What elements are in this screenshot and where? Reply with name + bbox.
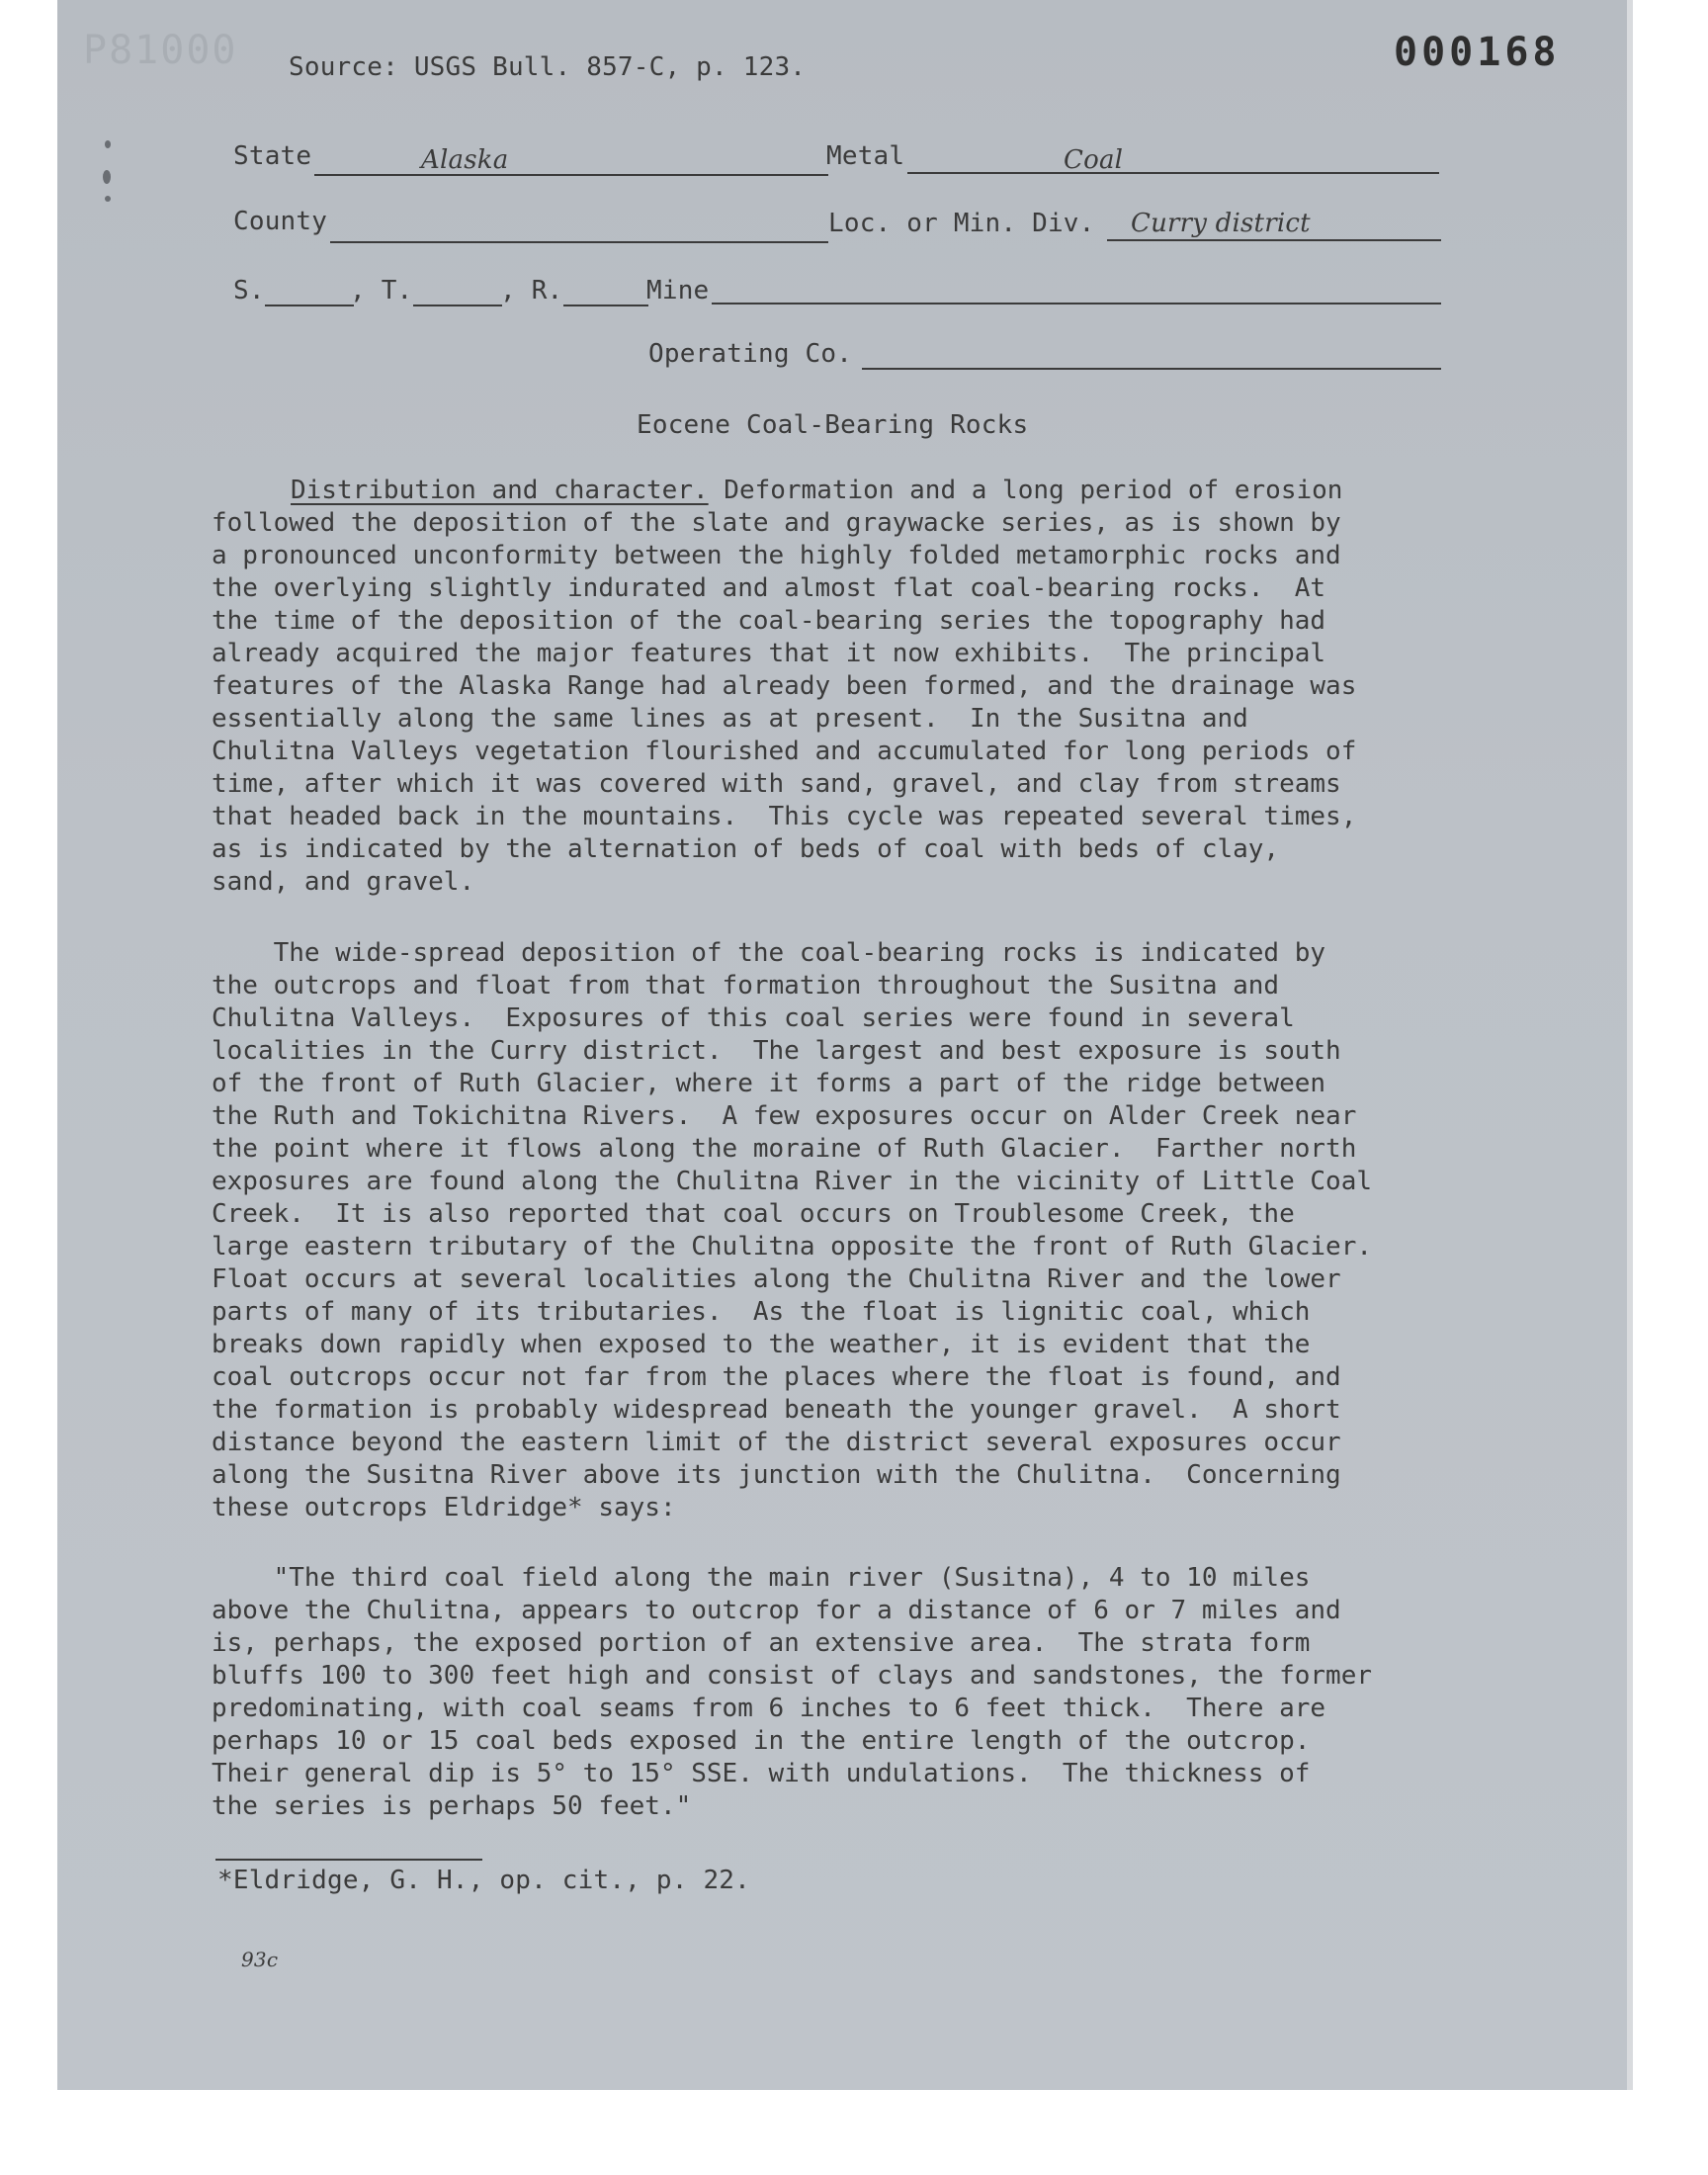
- paragraph-line: along the Susitna River above its junction with the Chulitna. Concerning: [212, 1460, 1341, 1490]
- loc-label: Loc. or Min. Div.: [828, 209, 1095, 238]
- mine-field-line: [712, 303, 1441, 304]
- range-label: , R.: [500, 276, 563, 305]
- quote-line: is, perhaps, the exposed portion of an extensive area. The strata form: [212, 1628, 1311, 1658]
- quote-line: predominating, with coal seams from 6 inches to 6 feet thick. There are: [212, 1694, 1326, 1723]
- paragraph-line: exposures are found along the Chulitna River in the vicinity of Little Coal: [212, 1167, 1372, 1196]
- metal-field-line: [907, 172, 1439, 174]
- metal-label: Metal: [826, 141, 905, 171]
- paragraph-line: the time of the deposition of the coal-bearing series the topography had: [212, 606, 1326, 636]
- paragraph-distribution: [212, 475, 1457, 899]
- paragraph-line: Chulitna Valleys. Exposures of this coal series were found in several: [212, 1003, 1295, 1033]
- section-label: S.: [233, 276, 265, 305]
- paragraph-lead: Distribution and character.: [291, 476, 709, 505]
- ghost-stamp: P81000: [83, 28, 238, 73]
- quote-line: Their general dip is 5° to 15° SSE. with undulations. The thickness of: [212, 1759, 1311, 1788]
- paragraph-line: the formation is probably widespread beneath the younger gravel. A short: [212, 1395, 1341, 1425]
- paragraph-outcrops: [212, 937, 1457, 1524]
- paragraph-line: the point where it flows along the moraine of Ruth Glacier. Farther north: [212, 1134, 1357, 1164]
- section-field-line: [265, 304, 354, 306]
- source-line: Source: USGS Bull. 857-C, p. 123.: [289, 52, 807, 82]
- quote-line: "The third coal field along the main river (Susitna), 4 to 10 miles: [212, 1563, 1311, 1593]
- county-field-line: [330, 241, 828, 243]
- operating-co-label: Operating Co.: [648, 339, 853, 369]
- paragraph-line: Distribution and character. Deformation and a long period of erosion: [291, 476, 1343, 505]
- paragraph-line: distance beyond the eastern limit of the district several exposures occur: [212, 1428, 1341, 1457]
- paragraph-line: as is indicated by the alternation of beds of coal with beds of clay,: [212, 834, 1280, 864]
- range-field-line: [563, 304, 648, 306]
- paragraph-line: the overlying slightly indurated and almost flat coal-bearing rocks. At: [212, 573, 1326, 603]
- paragraph-line: these outcrops Eldridge* says:: [212, 1493, 676, 1522]
- paragraph-line: Chulitna Valleys vegetation flourished and accumulated for long periods of: [212, 737, 1357, 766]
- paragraph-line: features of the Alaska Range had already been formed, and the drainage was: [212, 671, 1357, 701]
- state-field-line: [314, 174, 828, 176]
- paragraph-line: breaks down rapidly when exposed to the weather, it is evident that the: [212, 1330, 1311, 1359]
- margin-marks: [101, 140, 115, 210]
- township-field-line: [413, 304, 502, 306]
- paragraph-line: of the front of Ruth Glacier, where it forms a part of the ridge between: [212, 1069, 1326, 1098]
- paragraph-line: a pronounced unconformity between the highly folded metamorphic rocks and: [212, 541, 1341, 570]
- paragraph-line: coal outcrops occur not far from the places where the float is found, and: [212, 1362, 1341, 1392]
- paragraph-line: localities in the Curry district. The largest and best exposure is south: [212, 1036, 1341, 1066]
- paragraph-line: already acquired the major features that it now exhibits. The principal: [212, 639, 1326, 668]
- paragraph-line: that headed back in the mountains. This cycle was repeated several times,: [212, 802, 1357, 831]
- paragraph-line: Creek. It is also reported that coal occurs on Troublesome Creek, the: [212, 1199, 1295, 1229]
- loc-value: Curry district: [1131, 209, 1311, 238]
- paragraph-line: parts of many of its tributaries. As the float is lignitic coal, which: [212, 1297, 1311, 1327]
- quote-line: above the Chulitna, appears to outcrop for a distance of 6 or 7 miles and: [212, 1596, 1341, 1625]
- state-label: State: [233, 141, 312, 171]
- section-heading: Eocene Coal-Bearing Rocks: [637, 410, 1029, 440]
- page-code: 93c: [241, 1948, 279, 1971]
- quote-line: bluffs 100 to 300 feet high and consist of clays and sandstones, the former: [212, 1661, 1372, 1691]
- footnote: *Eldridge, G. H., op. cit., p. 22.: [217, 1866, 751, 1895]
- sheet-edge: [1627, 0, 1633, 2090]
- state-value: Alaska: [421, 145, 509, 175]
- quote-line: perhaps 10 or 15 coal beds exposed in the entire length of the outcrop.: [212, 1726, 1311, 1756]
- metal-value: Coal: [1064, 145, 1124, 175]
- paragraph-line: sand, and gravel.: [212, 867, 475, 897]
- document-number: 000168: [1394, 30, 1561, 75]
- county-label: County: [233, 207, 328, 236]
- paragraph-line: the outcrops and float from that formation throughout the Susitna and: [212, 971, 1280, 1000]
- eldridge-quote: [212, 1562, 1457, 1823]
- paragraph-line: essentially along the same lines as at present. In the Susitna and: [212, 704, 1248, 734]
- paragraph-line: Float occurs at several localities along the Chulitna River and the lower: [212, 1264, 1341, 1294]
- operating-co-field-line: [862, 368, 1441, 370]
- paragraph-line: time, after which it was covered with sand, gravel, and clay from streams: [212, 769, 1341, 799]
- paragraph-line: the Ruth and Tokichitna Rivers. A few exposures occur on Alder Creek near: [212, 1101, 1357, 1131]
- footnote-rule: [215, 1859, 482, 1861]
- paragraph-line: followed the deposition of the slate and graywacke series, as is shown by: [212, 508, 1341, 538]
- mine-label: Mine: [646, 276, 710, 305]
- paragraph-line: large eastern tributary of the Chulitna opposite the front of Ruth Glacier.: [212, 1232, 1372, 1262]
- paragraph-line: The wide-spread deposition of the coal-bearing rocks is indicated by: [212, 938, 1326, 968]
- quote-line: the series is perhaps 50 feet.": [212, 1791, 692, 1821]
- township-label: , T.: [350, 276, 413, 305]
